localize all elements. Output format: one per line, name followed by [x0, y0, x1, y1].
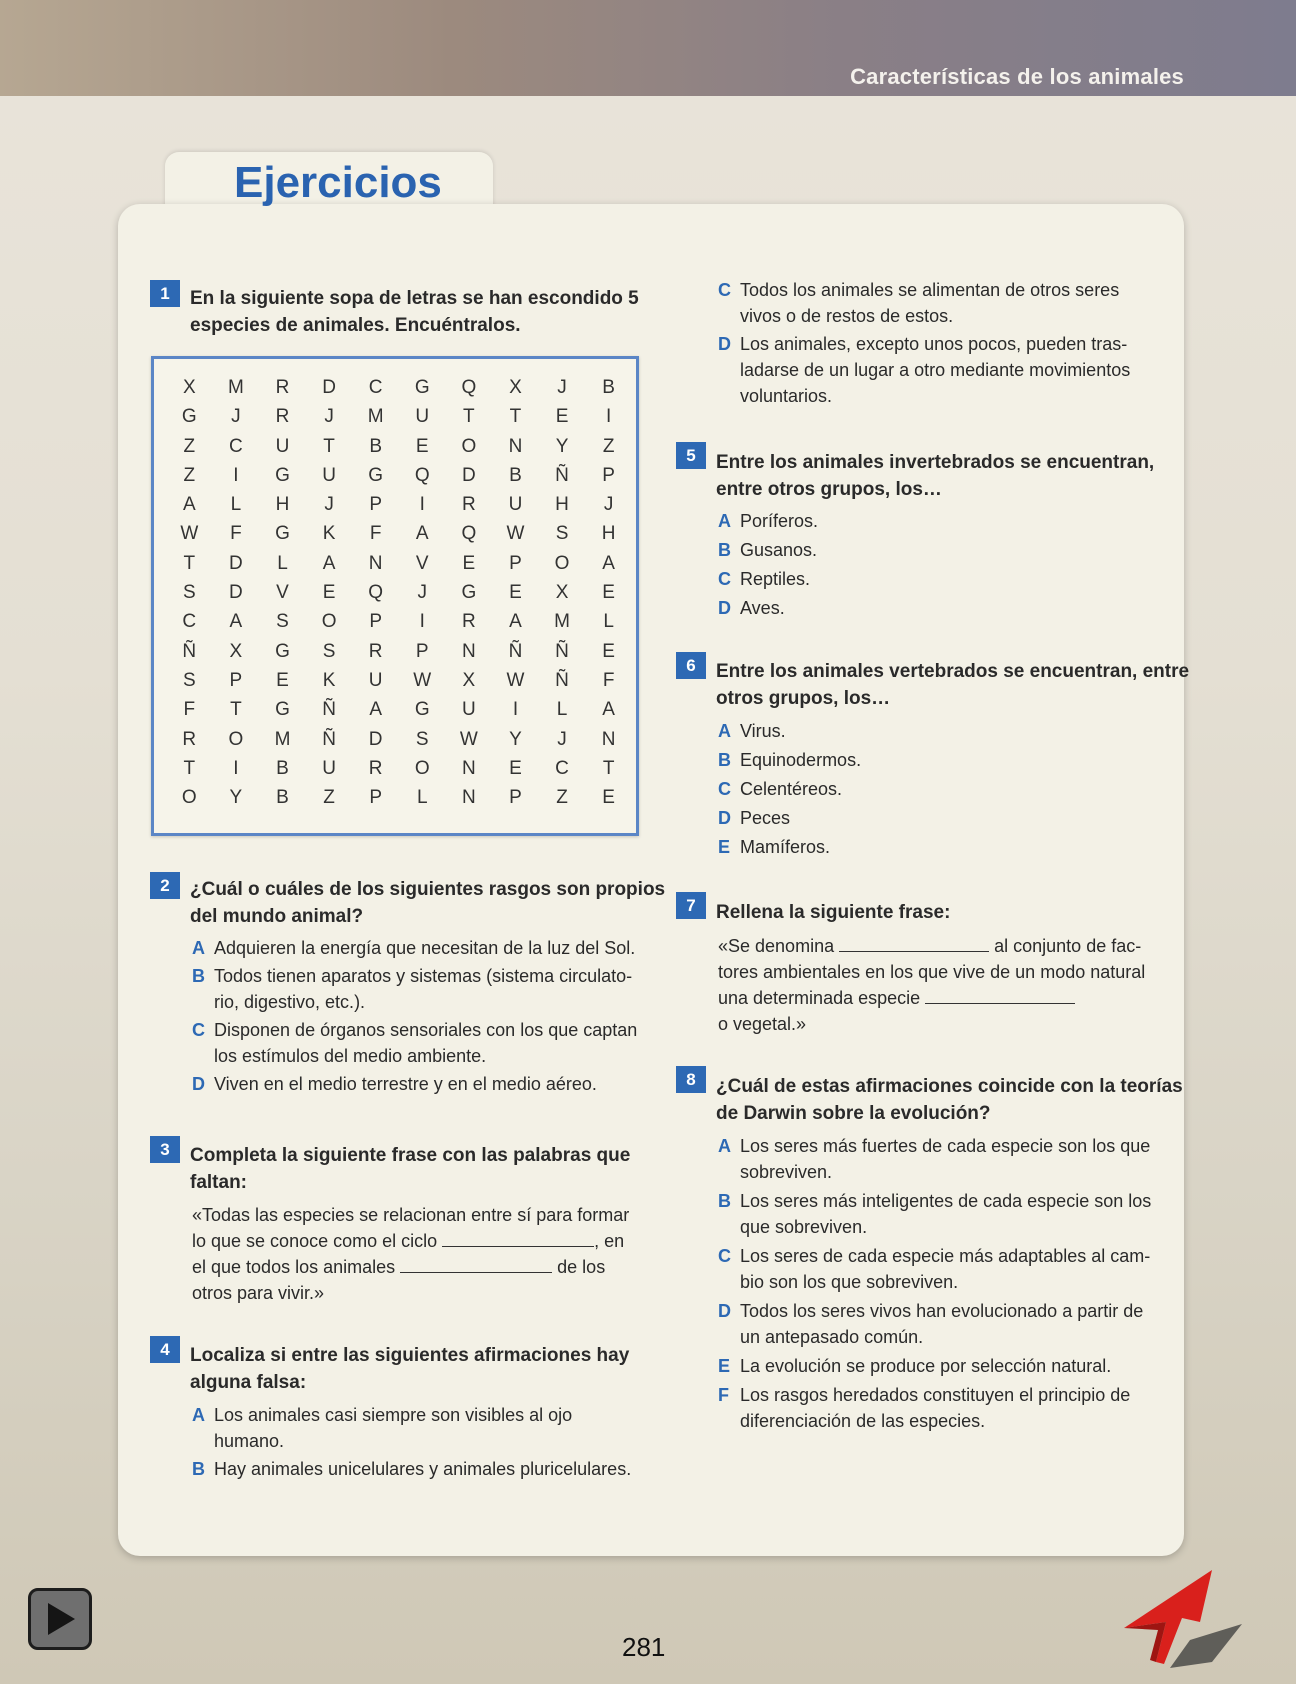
grid-letter: I — [233, 464, 239, 486]
grid-letter: R — [461, 494, 476, 516]
paragraph-text: el que todos los animales — [192, 1257, 396, 1277]
q6-option-c[interactable] — [718, 776, 842, 802]
grid-letter: E — [509, 582, 522, 604]
option-text: que sobreviven. — [740, 1217, 868, 1237]
option-letter: B — [718, 1191, 731, 1211]
q5-option-d[interactable] — [718, 595, 785, 621]
grid-letter: N — [461, 787, 476, 809]
grid-letter: F — [230, 523, 242, 545]
grid-letter: M — [274, 728, 291, 750]
grid-letter: P — [369, 494, 383, 516]
question-number-1: 1 — [150, 280, 180, 307]
grid-letter: C — [555, 757, 569, 779]
grid-letter: Z — [323, 787, 335, 809]
grid-letter: O — [554, 552, 570, 574]
play-button[interactable] — [28, 1588, 92, 1650]
grid-letter: O — [321, 611, 337, 633]
grid-letter: Y — [509, 728, 522, 750]
question-3-line: faltan: — [190, 1172, 247, 1193]
grid-letter: A — [509, 611, 522, 633]
option-text: Los animales, excepto unos pocos, pueden tras- — [740, 334, 1128, 354]
question-number-4: 4 — [150, 1336, 180, 1363]
option-text: voluntarios. — [740, 386, 833, 406]
grid-letter: K — [322, 523, 336, 545]
paragraph-line: «Todas las especies se relacionan entre sí para formar — [192, 1205, 630, 1225]
grid-letter: C — [182, 611, 197, 633]
grid-letter: P — [415, 640, 429, 662]
grid-letter: A — [322, 552, 336, 574]
red-logo-icon — [1120, 1566, 1250, 1670]
q2-option-c[interactable] — [192, 1017, 637, 1069]
grid-letter: P — [369, 611, 383, 633]
option-letter: A — [192, 1405, 205, 1425]
grid-letter: P — [229, 669, 243, 691]
paragraph-text: una determinada especie — [718, 988, 921, 1008]
q6-option-b[interactable] — [718, 747, 861, 773]
question-1-line: En la siguiente sopa de letras se han escondido 5 — [190, 288, 639, 309]
option-letter: B — [192, 966, 205, 986]
grid-letter: U — [322, 464, 336, 486]
grid-letter: Q — [414, 464, 430, 486]
grid-letter: E — [555, 406, 569, 428]
option-text: humano. — [214, 1431, 285, 1451]
grid-letter: X — [182, 377, 196, 398]
question-5-line: entre otros grupos, los… — [716, 479, 942, 500]
question-1-text — [190, 285, 639, 339]
grid-letter: G — [368, 464, 384, 486]
q6-option-a[interactable] — [718, 718, 786, 744]
grid-letter: W — [180, 523, 199, 545]
grid-letter: A — [602, 699, 615, 721]
grid-letter: X — [555, 582, 569, 604]
grid-letter: Z — [602, 435, 615, 457]
grid-letter: R — [368, 757, 383, 779]
question-5-text — [716, 449, 1154, 503]
grid-letter: T — [323, 435, 335, 457]
grid-letter: H — [275, 494, 290, 516]
grid-letter: S — [182, 582, 196, 604]
question-2-text — [190, 876, 665, 930]
grid-letter: B — [276, 787, 289, 809]
q2-option-a[interactable] — [192, 935, 635, 961]
grid-letter: X — [509, 377, 522, 398]
question-8-line: ¿Cuál de estas afirmaciones coincide con la teorías — [716, 1076, 1183, 1097]
grid-letter: R — [275, 377, 290, 398]
grid-letter: C — [368, 377, 383, 398]
paragraph-text: de los — [557, 1257, 606, 1277]
grid-letter: M — [554, 611, 570, 633]
grid-letter: A — [229, 611, 243, 633]
grid-letter: T — [509, 406, 522, 428]
question-1-line: especies de animales. Encuéntralos. — [190, 315, 521, 336]
grid-letter: U — [461, 699, 476, 721]
grid-letter: L — [556, 699, 568, 721]
option-text: ladarse de un lugar a otro mediante movimientos — [740, 360, 1131, 380]
grid-letter: L — [277, 552, 288, 574]
grid-letter: D — [461, 464, 476, 486]
grid-letter: F — [602, 669, 615, 691]
option-letter: A — [718, 1136, 731, 1156]
question-6-line: otros grupos, los… — [716, 688, 891, 709]
grid-letter: Ñ — [555, 464, 569, 486]
option-letter: B — [718, 750, 731, 770]
question-5-line: Entre los animales invertebrados se encuentran, — [716, 452, 1155, 473]
grid-letter: N — [461, 640, 476, 662]
grid-letter: E — [322, 582, 336, 604]
grid-letter: E — [602, 640, 615, 662]
grid-letter: Y — [229, 787, 243, 809]
option-letter: F — [718, 1385, 729, 1405]
grid-letter: W — [506, 669, 525, 691]
grid-letter: O — [228, 728, 244, 750]
fill-blank[interactable] — [442, 1228, 594, 1247]
grid-letter: F — [183, 699, 196, 721]
option-letter: D — [718, 1301, 731, 1321]
grid-letter: U — [322, 757, 336, 779]
grid-letter: Ñ — [555, 640, 569, 662]
option-text: La evolución se produce por selección natural. — [740, 1356, 1112, 1376]
paragraph-text: lo que se conoce como el ciclo — [192, 1231, 438, 1251]
grid-letter: V — [276, 582, 289, 604]
grid-letter: G — [275, 464, 290, 486]
word-search — [151, 356, 639, 836]
grid-letter: N — [601, 728, 616, 750]
grid-letter: L — [230, 494, 242, 516]
grid-letter: N — [508, 435, 523, 457]
grid-letter: T — [230, 699, 242, 721]
grid-letter: M — [227, 377, 244, 398]
grid-letter: I — [419, 611, 425, 633]
question-3-line: Completa la siguiente frase con las palabras que — [190, 1145, 631, 1166]
question-number-3: 3 — [150, 1136, 180, 1163]
question-4-line: alguna falsa: — [190, 1372, 307, 1393]
play-icon — [43, 1601, 79, 1637]
grid-letter: T — [183, 552, 196, 574]
grid-letter: G — [275, 699, 290, 721]
option-text: Los seres más fuertes de cada especie son los que — [740, 1136, 1151, 1156]
q4-option-c[interactable] — [718, 277, 1119, 329]
grid-letter: J — [557, 377, 567, 398]
grid-letter: F — [369, 523, 382, 545]
fill-blank[interactable] — [839, 933, 989, 952]
grid-letter: I — [233, 757, 239, 779]
grid-letter: S — [555, 523, 569, 545]
q6-option-d[interactable] — [718, 805, 790, 831]
option-text: Mamíferos. — [740, 837, 831, 857]
grid-letter: S — [322, 640, 336, 662]
grid-letter: N — [461, 757, 476, 779]
option-text: Los animales casi siempre son visibles al ojo — [214, 1405, 573, 1425]
grid-letter: X — [462, 669, 476, 691]
grid-letter: P — [509, 552, 522, 574]
grid-letter: K — [322, 669, 336, 691]
grid-letter: R — [368, 640, 383, 662]
option-letter: D — [718, 808, 731, 828]
grid-letter: S — [415, 728, 429, 750]
grid-letter: Z — [183, 464, 196, 486]
grid-letter: P — [509, 787, 522, 809]
grid-letter: A — [369, 699, 383, 721]
grid-letter: S — [182, 669, 196, 691]
page-title: Ejercicios — [234, 158, 442, 207]
q8-option-c[interactable] — [718, 1243, 1150, 1295]
option-text: un antepasado común. — [740, 1327, 924, 1347]
question-number-7: 7 — [676, 892, 706, 919]
question-number-2: 2 — [150, 872, 180, 899]
option-text: rio, digestivo, etc.). — [214, 992, 366, 1012]
grid-letter: M — [367, 406, 384, 428]
paragraph-line: o vegetal.» — [718, 1014, 807, 1034]
grid-letter: C — [229, 435, 243, 457]
grid-letter: I — [512, 699, 519, 721]
grid-letter: U — [508, 494, 523, 516]
grid-letter: G — [275, 640, 290, 662]
option-text: bio son los que sobreviven. — [740, 1272, 959, 1292]
paragraph-line — [192, 1254, 629, 1280]
option-text: Celentéreos. — [740, 779, 843, 799]
option-text: Aves. — [740, 598, 785, 618]
paragraph-line — [718, 933, 1145, 959]
option-text: Todos tienen aparatos y sistemas (sistema circulato- — [214, 966, 633, 986]
q8-option-e[interactable] — [718, 1353, 1111, 1379]
grid-letter: B — [602, 377, 615, 398]
q6-option-e[interactable] — [718, 834, 830, 860]
grid-letter: G — [414, 377, 430, 398]
option-text: sobreviven. — [740, 1162, 833, 1182]
question-number-6: 6 — [676, 652, 706, 679]
grid-letter: J — [231, 406, 241, 428]
option-text: Equinodermos. — [740, 750, 862, 770]
paragraph-line: otros para vivir.» — [192, 1283, 325, 1303]
option-letter: C — [192, 1020, 205, 1040]
q4-option-a[interactable] — [192, 1402, 572, 1454]
option-text: Todos los animales se alimentan de otros seres — [740, 280, 1120, 300]
question-4-line: Localiza si entre las siguientes afirmaciones hay — [190, 1345, 630, 1366]
grid-letter: O — [461, 435, 477, 457]
option-text: Poríferos. — [740, 511, 819, 531]
grid-letter: T — [183, 757, 196, 779]
fill-blank[interactable] — [925, 985, 1075, 1004]
question-6-line: Entre los animales vertebrados se encuentran, entre — [716, 661, 1190, 682]
grid-letter: B — [369, 435, 383, 457]
question-7-line: Rellena la siguiente frase: — [716, 902, 951, 923]
paragraph-text: «Se denomina — [718, 936, 835, 956]
option-letter: C — [718, 1246, 731, 1266]
grid-letter: U — [368, 669, 383, 691]
paragraph-line: tores ambientales en los que vive de un modo natural — [718, 962, 1146, 982]
grid-letter: Ñ — [555, 669, 569, 691]
option-text: Hay animales unicelulares y animales pluricelulares. — [214, 1459, 632, 1479]
option-letter: B — [192, 1459, 205, 1479]
option-text: Reptiles. — [740, 569, 811, 589]
option-text: Viven en el medio terrestre y en el medio aéreo. — [214, 1074, 597, 1094]
q5-option-c[interactable] — [718, 566, 810, 592]
question-3-text — [190, 1142, 630, 1196]
q5-option-b[interactable] — [718, 537, 817, 563]
grid-letter: I — [606, 406, 612, 428]
option-letter: E — [718, 837, 731, 857]
grid-letter: R — [275, 406, 290, 428]
grid-letter: G — [181, 406, 197, 428]
grid-letter: U — [275, 435, 290, 457]
grid-letter: A — [415, 523, 429, 545]
option-text: Los rasgos heredados constituyen el principio de — [740, 1385, 1131, 1405]
option-letter: B — [718, 540, 731, 560]
option-text: Los seres más inteligentes de cada especie son los — [740, 1191, 1152, 1211]
grid-letter: W — [413, 669, 432, 691]
grid-letter: G — [414, 699, 430, 721]
grid-letter: T — [463, 406, 475, 428]
grid-letter: A — [182, 494, 196, 516]
option-text: Todos los seres vivos han evolucionado a partir de — [740, 1301, 1144, 1321]
grid-letter: A — [602, 552, 615, 574]
grid-letter: S — [276, 611, 289, 633]
fill-blank[interactable] — [400, 1254, 552, 1273]
question-number-8: 8 — [676, 1066, 706, 1093]
grid-letter: J — [324, 406, 334, 428]
grid-letter: N — [368, 552, 383, 574]
page-number: 281 — [622, 1632, 666, 1662]
grid-letter: V — [415, 552, 429, 574]
grid-letter: U — [415, 406, 430, 428]
paragraph-line — [718, 985, 1145, 1011]
option-text: Disponen de órganos sensoriales con los que captan — [214, 1020, 638, 1040]
grid-letter: Z — [556, 787, 568, 809]
section-title: Características de los animales — [850, 64, 1184, 89]
option-text: Virus. — [740, 721, 786, 741]
option-text: vivos o de restos de estos. — [740, 306, 954, 326]
paragraph-line — [192, 1228, 629, 1254]
option-letter: E — [718, 1356, 731, 1376]
paragraph-text: , en — [594, 1231, 625, 1251]
grid-letter: P — [602, 464, 615, 486]
grid-letter: O — [181, 787, 197, 809]
question-8-line: de Darwin sobre la evolución? — [716, 1103, 991, 1124]
grid-letter: E — [602, 582, 615, 604]
grid-letter: Z — [183, 435, 196, 457]
option-letter: A — [718, 511, 731, 531]
question-7-paragraph — [718, 933, 1145, 1037]
grid-letter: L — [416, 787, 428, 809]
option-text: Gusanos. — [740, 540, 818, 560]
grid-letter: X — [229, 640, 243, 662]
grid-letter: Q — [368, 582, 384, 604]
grid-letter: J — [557, 728, 567, 750]
grid-letter: J — [324, 494, 334, 516]
grid-letter: J — [603, 494, 614, 516]
grid-letter: Y — [555, 435, 569, 457]
q8-option-d[interactable] — [718, 1298, 1143, 1350]
q5-option-a[interactable] — [718, 508, 818, 534]
option-letter: C — [718, 280, 731, 300]
q8-option-f[interactable] — [718, 1382, 1130, 1434]
grid-letter: Ñ — [322, 699, 336, 721]
q8-option-a[interactable] — [718, 1133, 1150, 1185]
option-letter: D — [718, 334, 731, 354]
option-letter: A — [192, 938, 205, 958]
grid-letter: Q — [461, 523, 477, 545]
option-text: Los seres de cada especie más adaptables al cam- — [740, 1246, 1151, 1266]
grid-letter: L — [603, 611, 614, 633]
grid-letter: E — [509, 757, 522, 779]
paragraph-text: al conjunto de fac- — [994, 936, 1142, 956]
grid-letter: E — [276, 669, 289, 691]
grid-letter: Ñ — [508, 640, 523, 662]
grid-letter: R — [182, 728, 197, 750]
question-2-line: del mundo animal? — [190, 906, 364, 927]
option-letter: C — [718, 569, 731, 589]
grid-letter: D — [322, 377, 336, 398]
q8-option-b[interactable] — [718, 1188, 1151, 1240]
grid-letter: J — [417, 582, 428, 604]
grid-letter: E — [415, 435, 429, 457]
grid-letter: D — [229, 552, 243, 574]
q2-option-d[interactable] — [192, 1071, 597, 1097]
grid-letter: E — [462, 552, 476, 574]
grid-letter: W — [459, 728, 478, 750]
grid-letter: B — [509, 464, 522, 486]
grid-letter: H — [601, 523, 616, 545]
option-letter: D — [718, 598, 731, 618]
question-8-text — [716, 1073, 1183, 1127]
question-6-text — [716, 658, 1189, 712]
question-7-text — [716, 899, 950, 926]
option-letter: D — [192, 1074, 205, 1094]
question-3-paragraph — [192, 1202, 629, 1306]
grid-letter: Ñ — [182, 640, 197, 662]
option-letter: C — [718, 779, 731, 799]
grid-letter: R — [461, 611, 476, 633]
option-text: los estímulos del medio ambiente. — [214, 1046, 487, 1066]
grid-letter: G — [461, 582, 477, 604]
grid-letter: Q — [461, 377, 477, 398]
grid-letter: P — [369, 787, 383, 809]
q4-option-d[interactable] — [718, 331, 1130, 409]
grid-letter: D — [368, 728, 383, 750]
question-4-text — [190, 1342, 629, 1396]
grid-letter: Ñ — [322, 728, 336, 750]
option-text: diferenciación de las especies. — [740, 1411, 986, 1431]
question-2-line: ¿Cuál o cuáles de los siguientes rasgos son propios — [190, 879, 666, 900]
grid-letter: W — [506, 523, 525, 545]
q2-option-b[interactable] — [192, 963, 632, 1015]
option-text: Peces — [740, 808, 791, 828]
grid-letter: I — [419, 494, 425, 516]
grid-letter: T — [602, 757, 615, 779]
q4-option-b[interactable] — [192, 1456, 631, 1482]
option-text: Adquieren la energía que necesitan de la luz del Sol. — [214, 938, 636, 958]
option-letter: A — [718, 721, 731, 741]
grid-letter: O — [414, 757, 430, 779]
grid-letter: G — [275, 523, 290, 545]
word-search-grid — [166, 373, 626, 812]
grid-letter: D — [229, 582, 243, 604]
grid-letter: B — [276, 757, 289, 779]
grid-letter: E — [602, 787, 615, 809]
question-number-5: 5 — [676, 442, 706, 469]
grid-letter: H — [555, 494, 569, 516]
